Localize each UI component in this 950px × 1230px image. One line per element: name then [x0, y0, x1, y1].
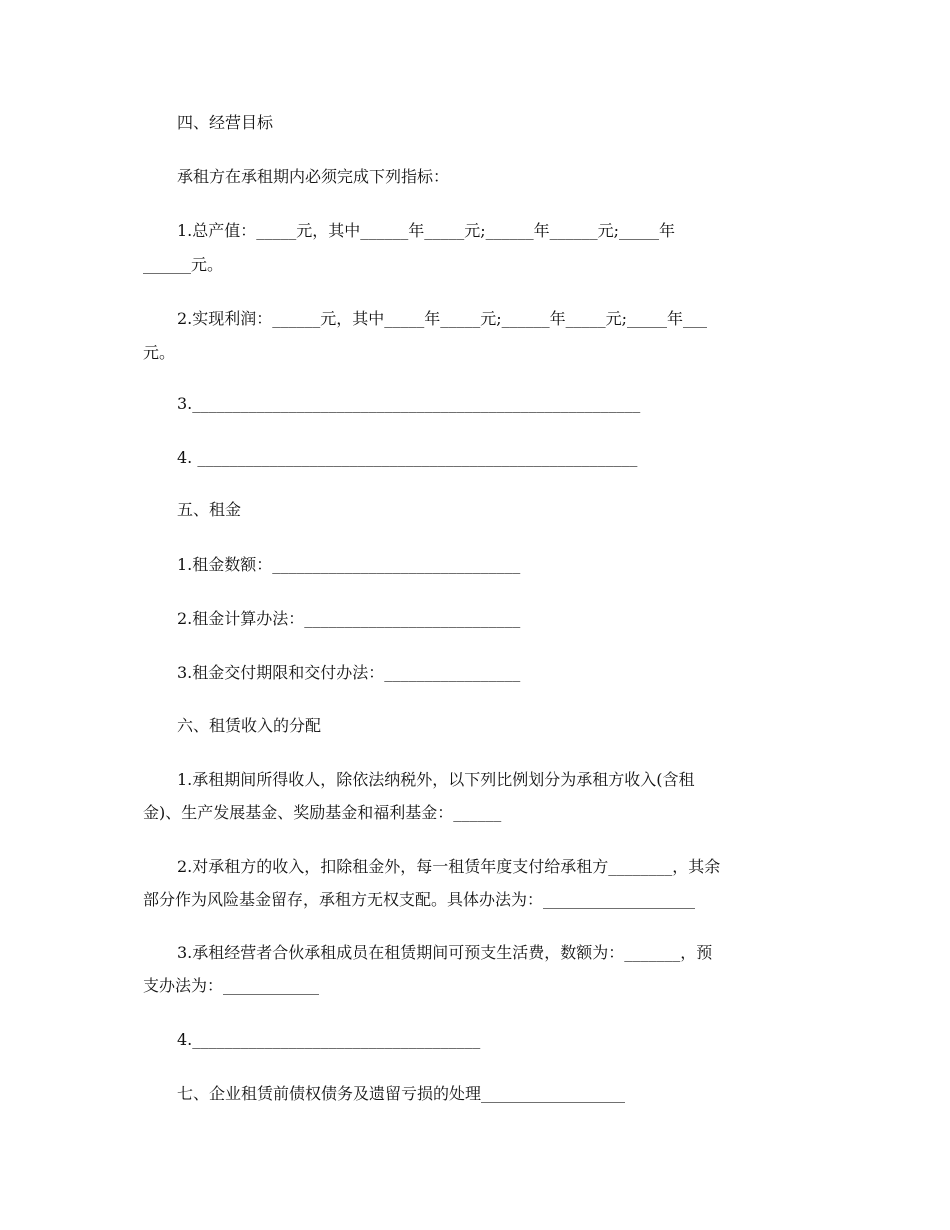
distribution-item-2-cont: 部分作为风险基金留存，承租方无权支配。具体办法为：___________________	[143, 890, 696, 909]
paragraph-intro: 承租方在承租期内必须完成下列指标：	[177, 167, 450, 186]
item-4-blank: 4. _______________________________________________________	[177, 448, 638, 467]
item-profit-cont: 元。	[143, 343, 176, 362]
item-total-output: 1.总产值：_____元，其中______年_____元;______年______元;_____年	[177, 221, 676, 240]
item-3-blank: 3.________________________________________________________	[177, 394, 641, 413]
section-heading-5: 五、租金	[177, 500, 242, 519]
rent-calculation: 2.租金计算办法：___________________________	[177, 609, 521, 628]
distribution-item-1-cont: 金)、生产发展基金、奖励基金和福利基金：______	[143, 803, 502, 822]
rent-amount: 1.租金数额：_______________________________	[177, 555, 521, 574]
distribution-item-1: 1.承租期间所得收人，除依法纳税外，以下列比例划分为承租方收入(含租	[177, 770, 695, 789]
distribution-item-3-cont: 支办法为：____________	[143, 976, 320, 995]
distribution-item-4: 4.____________________________________	[177, 1030, 481, 1049]
item-profit: 2.实现利润：______元，其中_____年_____元;______年_____元;_____年___	[177, 309, 708, 328]
section-heading-6: 六、租赁收入的分配	[177, 716, 322, 735]
distribution-item-3: 3.承租经营者合伙承租成员在租赁期间可预支生活费，数额为：_______，预	[177, 943, 713, 962]
item-total-output-cont: ______元。	[143, 255, 224, 274]
section-heading-7: 七、企业租赁前债权债务及遗留亏损的处理__________________	[177, 1084, 626, 1103]
section-heading-4: 四、经营目标	[177, 113, 274, 132]
rent-payment: 3.租金交付期限和交付办法：_________________	[177, 663, 521, 682]
distribution-item-2: 2.对承租方的收入，扣除租金外，每一租赁年度支付给承租方________，其余	[177, 857, 721, 876]
